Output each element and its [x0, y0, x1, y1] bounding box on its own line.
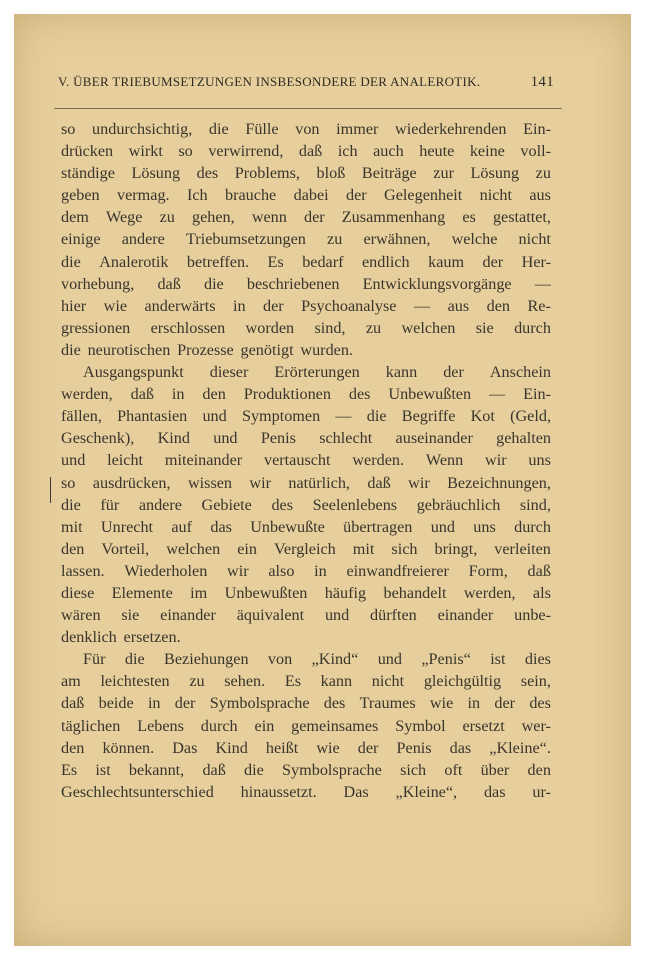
word: Bezeichnungen, — [447, 473, 551, 492]
word: mit — [61, 517, 83, 536]
word: uns — [528, 451, 551, 470]
word: Produktionen — [243, 385, 331, 404]
text-line — [61, 737, 551, 759]
word: — — [413, 296, 431, 315]
word: durch — [200, 716, 238, 735]
word: bekannt, — [128, 760, 185, 779]
word: hinaussetzt. — [240, 782, 317, 801]
running-head — [58, 74, 554, 91]
word: das — [210, 517, 232, 536]
word: diese — [61, 583, 95, 602]
word: erwähnen, — [363, 230, 431, 249]
word: daß — [367, 473, 391, 492]
word: daß — [298, 142, 323, 161]
word: zu — [535, 164, 551, 183]
word: gehen, — [191, 208, 235, 227]
word: welchen — [166, 539, 221, 558]
word: Penis — [396, 738, 432, 757]
word: einwandfreierer — [346, 561, 449, 580]
word: dem — [61, 208, 89, 227]
word: heißt — [265, 738, 299, 757]
text-line — [61, 317, 551, 339]
word: und — [324, 606, 350, 625]
word: behandelt — [383, 583, 447, 602]
word: Re- — [527, 296, 551, 315]
word: verwirrend, — [208, 142, 284, 161]
word: ausdrücken, — [92, 473, 171, 492]
word: Symbol — [395, 716, 446, 735]
word: der — [482, 252, 504, 271]
word: zu — [327, 230, 343, 249]
word: den — [527, 760, 551, 779]
text-line — [61, 538, 551, 560]
word: keine — [469, 142, 505, 161]
word: sind, — [519, 495, 551, 514]
word: Penis — [260, 429, 296, 448]
word: des — [196, 164, 219, 183]
word: „Kind“ — [311, 650, 359, 669]
word: ständige — [61, 164, 115, 183]
word: vertauscht — [264, 451, 331, 470]
word: bringt, — [434, 539, 478, 558]
word: uns — [473, 517, 496, 536]
word: so — [178, 142, 193, 161]
word: nicht — [371, 672, 405, 691]
word: Traumes — [359, 694, 416, 713]
word: aus — [447, 296, 470, 315]
text-line — [61, 582, 551, 604]
word: endlich — [361, 252, 410, 271]
word: gestattet, — [492, 208, 551, 227]
word: kann — [320, 672, 353, 691]
word: für — [100, 495, 120, 514]
word: „Penis“ — [421, 650, 471, 669]
word: aus — [529, 186, 551, 205]
word: genötigt — [240, 340, 294, 359]
text-line — [61, 295, 551, 317]
word: unbe- — [514, 606, 551, 625]
word: sehen. — [224, 672, 266, 691]
word: Wiederholen — [124, 561, 208, 580]
word: Triebumsetzungen — [185, 230, 306, 249]
text-line — [61, 118, 551, 140]
word: in — [232, 296, 246, 315]
word: kann — [385, 363, 418, 382]
word: gressionen — [61, 318, 131, 337]
word: beschriebenen — [246, 274, 340, 293]
word: anderwärts — [144, 296, 216, 315]
word: des — [348, 385, 371, 404]
word: immer — [336, 120, 379, 138]
word: Zusammenhang — [341, 208, 446, 227]
word: „Kleine“. — [489, 738, 551, 757]
word: die — [61, 252, 81, 271]
header-rule — [54, 108, 562, 109]
word: Lösung — [470, 164, 520, 183]
text-line — [61, 273, 551, 295]
word: die — [244, 760, 264, 779]
word: die — [124, 650, 145, 669]
text-line — [61, 405, 551, 427]
word: Seelenlebens — [312, 495, 398, 514]
word: vorhebung, — [61, 274, 135, 293]
word: werden, — [61, 385, 113, 404]
word: der — [443, 363, 464, 382]
word: über — [480, 760, 510, 779]
word: den — [61, 539, 85, 558]
word: der — [263, 296, 284, 315]
text-line — [61, 339, 551, 361]
word: es — [462, 208, 476, 227]
word: Geschenk), — [61, 429, 135, 448]
word: — — [335, 407, 352, 426]
text-line — [61, 626, 551, 648]
word: einander — [160, 606, 216, 625]
word: mit — [352, 539, 375, 558]
word: Phantasien — [117, 407, 188, 426]
word: wir — [408, 473, 430, 492]
word: von — [295, 120, 320, 138]
word: häufig — [324, 583, 367, 602]
word: von — [267, 650, 293, 669]
word: wurden. — [300, 340, 353, 359]
word: in — [147, 694, 161, 713]
word: Form, — [468, 561, 508, 580]
word: daß — [202, 760, 226, 779]
word: Analerotik — [99, 252, 169, 271]
word: das — [483, 782, 506, 801]
word: Beziehungen — [164, 650, 249, 669]
word: den — [202, 385, 226, 404]
word: Beiträge — [361, 164, 417, 183]
word: Vorteil, — [101, 539, 150, 558]
word: Lösung — [131, 164, 181, 183]
word: vermag. — [117, 186, 170, 205]
word: bloß — [316, 164, 346, 183]
word: dieser — [209, 363, 249, 382]
word: auseinander — [395, 429, 473, 448]
word: auf — [171, 517, 193, 536]
body-text — [61, 118, 551, 803]
word: Symbolsprache — [209, 694, 310, 713]
word: einander — [437, 606, 494, 625]
word: können. — [102, 738, 155, 757]
word: lassen. — [61, 561, 105, 580]
word: „Kleine“, — [395, 782, 458, 801]
word: Geschlechtsunterschied — [61, 782, 214, 801]
word: durch — [514, 517, 551, 536]
word: übertragen — [343, 517, 413, 536]
word: sie — [475, 318, 494, 337]
word: Unrecht — [100, 517, 154, 536]
word: Erörterungen — [274, 363, 360, 382]
word: dies — [524, 650, 551, 669]
page-number: 141 — [530, 74, 554, 90]
word: Ausgangspunkt — [83, 363, 184, 382]
word: auch — [373, 142, 404, 161]
word: Es — [61, 760, 78, 779]
chapter-title: V. ÜBER TRIEBUMSETZUNGEN INSBESONDERE DER ANALEROTIK. — [58, 74, 481, 89]
word: heute — [419, 142, 455, 161]
word: dürften — [370, 606, 417, 625]
word: der — [357, 738, 379, 757]
word: und — [377, 650, 402, 669]
word: wenn — [251, 208, 287, 227]
word: geben — [61, 186, 100, 205]
word: Entwicklungsvorgänge — [362, 274, 512, 293]
word: wissen — [187, 473, 233, 492]
word: gemeinsames — [291, 716, 379, 735]
word: ersetzt — [462, 716, 505, 735]
text-line — [61, 759, 551, 781]
word: wer- — [521, 716, 551, 735]
word: Das — [172, 738, 198, 757]
text-line — [61, 560, 551, 582]
word: Lebens — [137, 716, 184, 735]
word: Symptomen — [241, 407, 321, 426]
word: wiederkehrenden — [395, 120, 507, 138]
word: wir — [485, 451, 507, 470]
word: gehalten — [496, 429, 551, 448]
word: die — [203, 274, 224, 293]
text-line — [61, 206, 551, 228]
word: zu — [365, 318, 382, 337]
word: wie — [429, 694, 454, 713]
word: das — [449, 738, 472, 757]
word: einige — [61, 230, 101, 249]
word: nicht — [518, 230, 551, 249]
word: kaum — [428, 252, 465, 271]
word: daß — [61, 694, 85, 713]
word: bedarf — [302, 252, 344, 271]
word: daß — [130, 385, 154, 404]
word: Kot — [470, 407, 495, 426]
word: und — [61, 451, 86, 470]
word: voll- — [520, 142, 551, 161]
word: wir — [227, 561, 249, 580]
text-line — [61, 140, 551, 162]
word: Symbolsprache — [282, 760, 382, 779]
text-line — [61, 494, 551, 516]
word: — — [534, 274, 551, 293]
word: Das — [343, 782, 369, 801]
word: der — [494, 694, 516, 713]
word: Fülle — [245, 120, 279, 138]
word: betreffen. — [186, 252, 250, 271]
word: ein — [254, 716, 275, 735]
word: täglichen — [61, 716, 121, 735]
word: schlecht — [319, 429, 373, 448]
word: Gelegenheit — [384, 186, 463, 205]
word: wirkt — [128, 142, 163, 161]
word: ur- — [532, 782, 551, 801]
text-line — [61, 383, 551, 405]
word: oft — [444, 760, 463, 779]
text-line — [61, 715, 551, 737]
word: undurchsichtig, — [92, 120, 193, 138]
word: äquivalent — [236, 606, 305, 625]
word: so — [61, 120, 76, 138]
text-line — [61, 670, 551, 692]
word: (Geld, — [510, 407, 551, 426]
text-line — [61, 361, 551, 383]
word: worden — [245, 318, 295, 337]
text-line — [61, 449, 551, 471]
word: Problems, — [234, 164, 300, 183]
word: zu — [159, 208, 175, 227]
text-line — [61, 228, 551, 250]
text-line — [61, 162, 551, 184]
word: gleichgültig — [423, 672, 502, 691]
word: neurotischen — [87, 340, 171, 359]
text-line — [61, 184, 551, 206]
word: des — [271, 495, 294, 514]
word: Unbewußten — [388, 385, 472, 404]
text-line — [61, 604, 551, 626]
word: sind, — [314, 318, 346, 337]
margin-mark — [50, 477, 51, 503]
word: leichtesten — [100, 672, 170, 691]
word: ich — [337, 142, 358, 161]
text-line — [61, 692, 551, 714]
word: Ein- — [523, 385, 551, 404]
word: brauche — [225, 186, 277, 205]
word: Kind — [157, 429, 190, 448]
text-line — [61, 472, 551, 494]
word: gebräuchlich — [416, 495, 501, 514]
word: in — [467, 694, 481, 713]
word: Vergleich — [274, 539, 336, 558]
word: werden, — [463, 583, 516, 602]
word: — — [489, 385, 506, 404]
word: welche — [451, 230, 498, 249]
word: den — [61, 738, 85, 757]
text-line — [61, 516, 551, 538]
word: den — [486, 296, 511, 315]
word: Wenn — [425, 451, 464, 470]
word: andere — [138, 495, 182, 514]
word: so — [61, 473, 76, 492]
word: welchen — [401, 318, 456, 337]
word: ist — [490, 650, 506, 669]
word: Begriffe — [401, 407, 456, 426]
word: leicht — [107, 451, 144, 470]
word: Für — [83, 650, 106, 669]
word: daß — [157, 274, 181, 293]
word: der — [346, 186, 367, 205]
word: Ein- — [523, 120, 551, 138]
word: Psychoanalyse — [301, 296, 397, 315]
word: sich — [391, 539, 418, 558]
word: in — [171, 385, 185, 404]
word: sein, — [520, 672, 551, 691]
word: fällen, — [61, 407, 102, 426]
word: miteinander — [164, 451, 243, 470]
word: in — [314, 561, 327, 580]
text-line — [61, 648, 551, 670]
word: und — [430, 517, 455, 536]
word: ersetzen. — [123, 628, 181, 647]
word: Es — [284, 672, 301, 691]
word: des — [529, 694, 551, 713]
word: die — [61, 340, 81, 359]
text-line — [61, 427, 551, 449]
word: hier — [61, 296, 87, 315]
word: beide — [98, 694, 134, 713]
word: der — [174, 694, 196, 713]
book-page — [14, 14, 631, 946]
word: Elemente — [111, 583, 173, 602]
word: also — [268, 561, 295, 580]
word: der — [304, 208, 325, 227]
word: Kind — [215, 738, 248, 757]
word: durch — [514, 318, 551, 337]
word: drücken — [61, 142, 114, 161]
word: als — [532, 583, 551, 602]
word: erschlossen — [150, 318, 226, 337]
word: die — [366, 407, 387, 426]
word: wir — [249, 473, 271, 492]
word: am — [61, 672, 81, 691]
word: sich — [400, 760, 427, 779]
word: wie — [103, 296, 128, 315]
word: im — [190, 583, 208, 602]
word: Anschein — [489, 363, 551, 382]
word: und — [202, 407, 227, 426]
word: Es — [267, 252, 284, 271]
text-line — [61, 251, 551, 273]
word: ein — [237, 539, 257, 558]
word: die — [61, 495, 81, 514]
word: und — [213, 429, 238, 448]
word: Gebiete — [201, 495, 252, 514]
word: daß — [527, 561, 551, 580]
word: dabei — [293, 186, 329, 205]
word: wie — [316, 738, 340, 757]
word: des — [323, 694, 346, 713]
word: zur — [433, 164, 454, 183]
word: zu — [189, 672, 205, 691]
word: nicht — [479, 186, 512, 205]
text-line — [61, 781, 551, 803]
word: Ich — [186, 186, 208, 205]
word: Wege — [106, 208, 143, 227]
word: Unbewußten — [224, 583, 308, 602]
word: Her- — [521, 252, 551, 271]
word: wären — [61, 606, 101, 625]
word: natürlich, — [288, 473, 350, 492]
word: Unbewußte — [250, 517, 325, 536]
word: denklich — [61, 628, 117, 647]
word: werden. — [352, 451, 405, 470]
word: andere — [121, 230, 165, 249]
word: die — [208, 120, 229, 138]
word: ist — [95, 760, 111, 779]
word: sie — [121, 606, 140, 625]
word: verleiten — [494, 539, 551, 558]
word: Prozesse — [177, 340, 234, 359]
